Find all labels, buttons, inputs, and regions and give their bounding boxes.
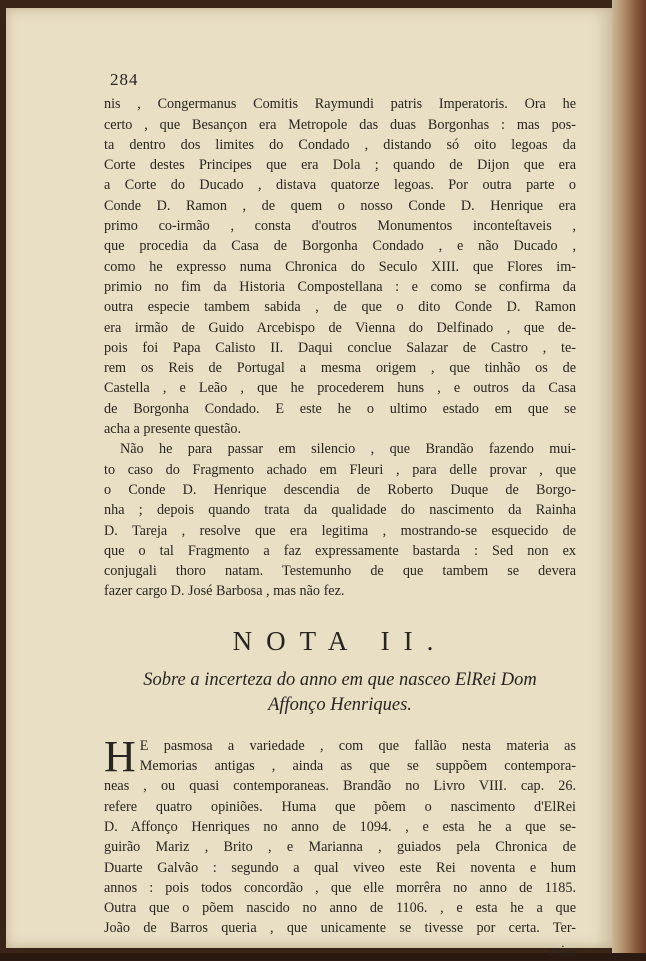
text-line: de Borgonha Condado. E este he o ultimo estado em que se — [104, 400, 576, 417]
text-line: D. Tareja , resolve que era legitima , mostrando-se esquecido de — [104, 522, 576, 539]
text-line: primio no fim da Historia Compostellana : e como se confirma da — [104, 278, 576, 295]
text-line: refere quatro opiniões. Huma que põem o nascimento d'ElRei — [104, 798, 576, 815]
text-line: ta dentro dos limites do Condado , distando só oito legoas da — [104, 136, 576, 153]
page-text — [104, 70, 576, 961]
text-line: E pasmosa a variedade , com que fallão nesta materia as — [139, 737, 576, 754]
text-line: Conde D. Ramon , de quem o nosso Conde D. Henrique era — [104, 197, 576, 214]
text-line: primo co-irmão , consta d'outros Monumentos inconteſtaveis , — [104, 218, 576, 235]
text-line: acha a presente questão. — [104, 421, 242, 438]
text-line: como he expresso numa Chronica do Seculo XIII. que Flores im- — [104, 258, 576, 275]
text-line: to caso do Fragmento achado em Fleuri , para delle provar , que — [104, 461, 576, 478]
text-line: a Corte do Ducado , distava quatorze legoas. Por outra parte o — [104, 177, 576, 194]
catchword: ceira — [548, 942, 576, 959]
text-line: que o tal Fragmento a faz expressamente bastarda : Sed non ex — [104, 542, 576, 559]
text-line: certo , que Besançon era Metropole das duas Borgonhas : mas pos- — [104, 116, 576, 133]
subtitle-line: Sobre a incerteza do anno em que nasceo ElRei Dom — [143, 669, 537, 690]
text-line: o Conde D. Henrique descendia de Roberto Duque de Borgo- — [104, 481, 576, 498]
text-line: nha ; depois quando trata da qualidade do nascimento da Rainha — [104, 502, 576, 519]
text-line: que procedia da Casa de Borgonha Condado , e não Ducado , — [104, 238, 576, 255]
text-line: Memorias antigas , ainda as que se suppõem contempora- — [139, 758, 576, 775]
subtitle-line: Affonço Henriques. — [268, 694, 412, 715]
text-line: Outra que o põem nascido no anno de 1106. , e esta he a que — [104, 900, 576, 917]
text-line: conjugali thoro natam. Testemunho de que tambem se devera — [104, 563, 576, 580]
text-line: João de Barros queria , que unicamente se tivesse por certa. Ter- — [104, 920, 576, 937]
text-line: outra especie tambem sabida , de que o dito Conde D. Ramon — [104, 299, 576, 316]
paragraph-1 — [104, 94, 576, 439]
paragraph-3 — [104, 731, 576, 939]
drop-cap: H — [104, 731, 136, 781]
section-subtitle — [104, 668, 576, 718]
text-line: era irmão de Guido Arcebispo de Vienna do Delfinado , que de- — [104, 319, 576, 336]
text-line: Castella , e Leão , que he procederem huns , e outros da Casa — [104, 380, 576, 397]
nota-heading: NOTA II. — [232, 625, 448, 656]
text-line: Duarte Galvão : segundo a qual viveo este Rei noventa e hum — [104, 859, 576, 876]
text-line: rem os Reis de Portugal a mesma origem , que tinhão os de — [104, 360, 576, 377]
text-line: Corte destes Principes que era Dola ; quando de Dijon que era — [104, 157, 576, 174]
text-line: pois foi Papa Calisto II. Daqui conclue Salazar de Castro , te- — [104, 339, 576, 356]
paragraph-2 — [104, 439, 576, 601]
text-line: annos : pois todos concordão , que elle morrêra no anno de 1185. — [104, 879, 576, 896]
page-number: 284 — [110, 70, 139, 89]
text-line: neas , ou quasi contemporaneas. Brandão no Livro VIII. cap. 26. — [104, 778, 576, 795]
text-line: D. Affonço Henriques no anno de 1094. , e esta he a que se- — [104, 818, 576, 835]
text-line: nis , Congermanus Comitis Raymundi patris Imperatoris. Ora he — [104, 96, 576, 113]
text-line: guirão Mariz , Brito , e Marianna , guiados pela Chronica de — [104, 839, 576, 856]
page-edge — [612, 0, 646, 953]
text-line: Não he para passar em silencio , que Brandão fazendo mui- — [120, 441, 576, 458]
text-line: fazer cargo D. José Barbosa , mas não fez. — [104, 583, 345, 600]
